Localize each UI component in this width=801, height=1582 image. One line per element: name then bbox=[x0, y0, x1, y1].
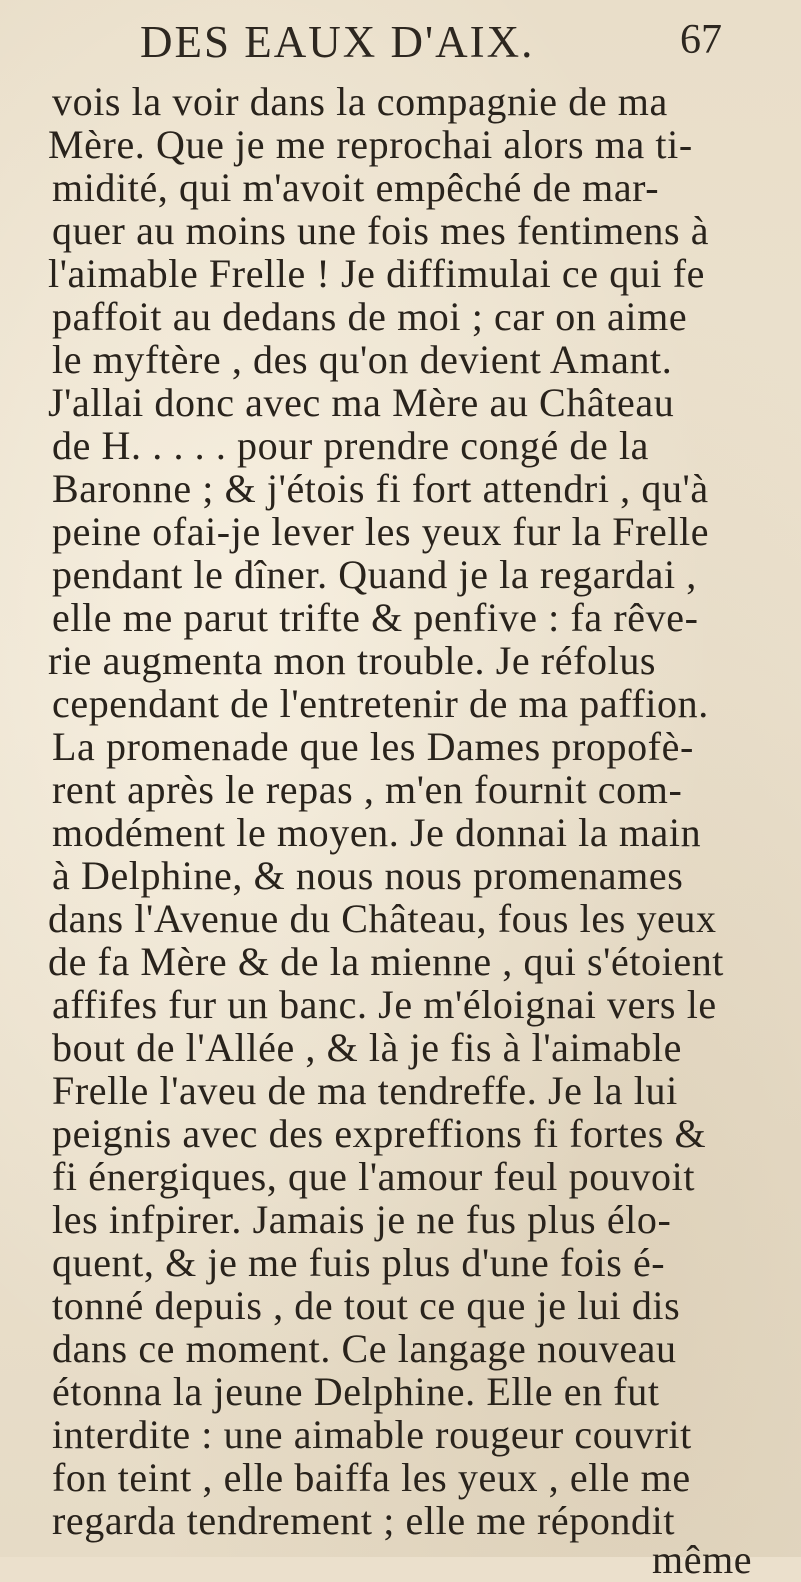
text-line: La promenade que les Dames propofè- bbox=[52, 724, 694, 769]
text-line: quent, & je me fuis plus d'une fois é- bbox=[52, 1240, 666, 1285]
running-head-title: DES EAUX D'AIX. bbox=[140, 17, 535, 67]
text-line: Frelle l'aveu de ma tendreffe. Je la lui bbox=[52, 1068, 678, 1113]
text-line: midité, qui m'avoit empêché de mar- bbox=[52, 165, 660, 210]
text-line: fon teint , elle baiffa les yeux , elle me bbox=[52, 1455, 691, 1500]
text-line: tonné depuis , de tout ce que je lui dis bbox=[52, 1283, 681, 1328]
text-line: rie augmenta mon trouble. Je réfolus bbox=[48, 638, 657, 683]
text-line: regarda tendrement ; elle me répondit bbox=[52, 1498, 676, 1543]
text-line: fi énergiques, que l'amour feul pouvoit bbox=[52, 1154, 696, 1199]
catchword: même bbox=[652, 1537, 753, 1582]
text-line: l'aimable Frelle ! Je diffimulai ce qui fe bbox=[48, 251, 705, 296]
text-line: Mère. Que je me reprochai alors ma ti- bbox=[48, 122, 693, 167]
text-line: modément le moyen. Je donnai la main bbox=[52, 810, 702, 855]
text-line: dans ce moment. Ce langage nouveau bbox=[52, 1326, 677, 1371]
running-head bbox=[0, 10, 801, 70]
text-line: peine ofai-je lever les yeux fur la Frelle bbox=[52, 509, 710, 554]
text-line: rent après le repas , m'en fournit com- bbox=[52, 767, 683, 812]
text-line: peignis avec des expreffions fi fortes & bbox=[52, 1111, 707, 1156]
text-line: bout de l'Allée , & là je fis à l'aimable bbox=[52, 1025, 682, 1070]
text-line: Baronne ; & j'étois fi fort attendri , qu'à bbox=[52, 466, 709, 511]
text-line: quer au moins une fois mes fentimens à bbox=[52, 208, 710, 253]
text-line: paffoit au dedans de moi ; car on aime bbox=[52, 294, 688, 339]
text-line: de fa Mère & de la mienne , qui s'étoient bbox=[48, 939, 725, 984]
text-line: interdite : une aimable rougeur couvrit bbox=[52, 1412, 692, 1457]
text-line: elle me parut trifte & penfive : fa rêve- bbox=[52, 595, 699, 640]
page-number: 67 bbox=[680, 17, 722, 63]
text-line: vois la voir dans la compagnie de ma bbox=[52, 79, 668, 124]
text-line: affifes fur un banc. Je m'éloignai vers le bbox=[52, 982, 717, 1027]
text-line: à Delphine, & nous nous promenames bbox=[52, 853, 684, 898]
text-line: pendant le dîner. Quand je la regardai , bbox=[52, 552, 697, 597]
text-line: étonna la jeune Delphine. Elle en fut bbox=[52, 1369, 660, 1414]
text-line: de H. . . . . pour prendre congé de la bbox=[52, 423, 650, 468]
text-line: cependant de l'entretenir de ma paffion. bbox=[52, 681, 709, 726]
text-line: le myftère , des qu'on devient Amant. bbox=[52, 337, 673, 382]
text-line: J'allai donc avec ma Mère au Château bbox=[48, 380, 675, 425]
text-line: les infpirer. Jamais je ne fus plus élo- bbox=[52, 1197, 672, 1242]
text-line: dans l'Avenue du Château, fous les yeux bbox=[48, 896, 717, 941]
